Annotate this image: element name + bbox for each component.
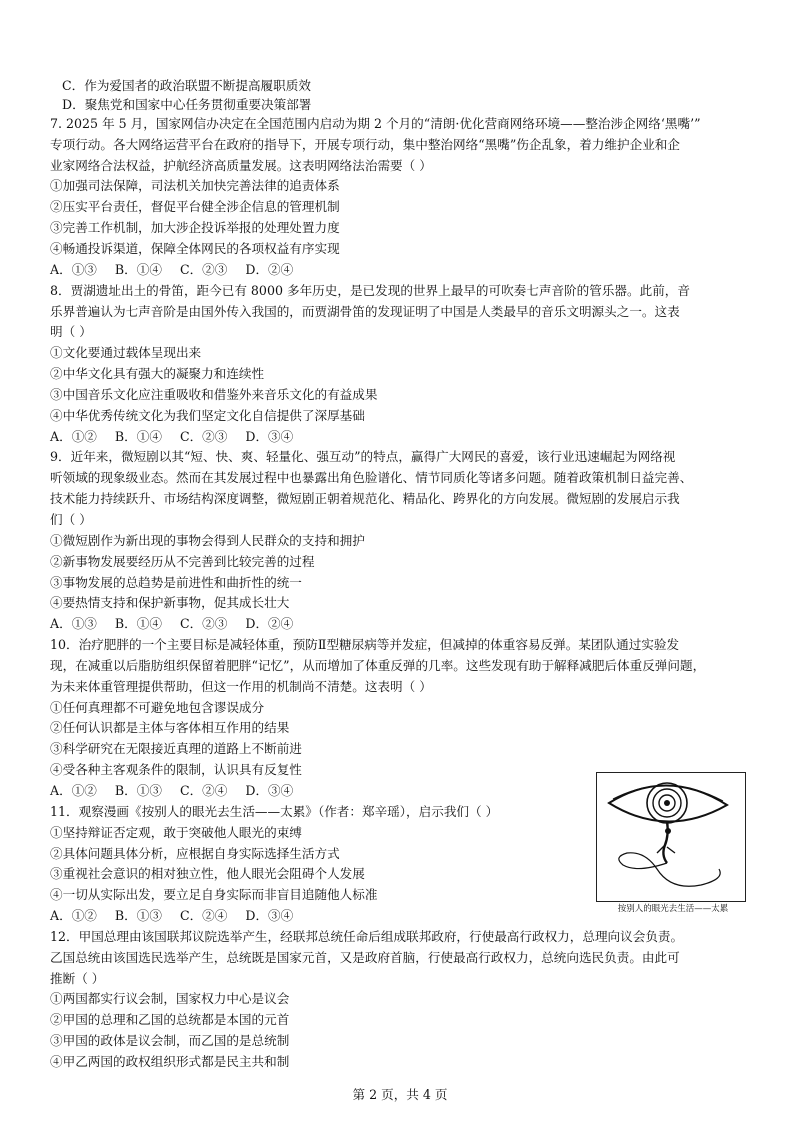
- q10-option-c[interactable]: C．②④: [179, 782, 228, 798]
- q9-stem-line: 们（ ）: [50, 511, 92, 527]
- q10-item: ①任何真理都不可避免地包含谬误成分: [50, 699, 265, 715]
- q10-options: [50, 781, 311, 801]
- page-footer: 第 2 页，共 4 页: [352, 1087, 448, 1102]
- q11-item: ③重视社会意识的相对独立性，他人眼光会阻碍个人发展: [50, 866, 365, 882]
- q12-stem-line: 乙国总统由该国选民选举产生，总统既是国家元首，又是政府首脑，行使最高行政权力，总统向选民负责。由此可: [50, 949, 680, 965]
- q7-option-d[interactable]: D．②④: [245, 261, 294, 277]
- q7-item: ②压实平台责任，督促平台健全涉企信息的管理机制: [50, 199, 340, 215]
- q7-item: ④畅通投诉渠道，保障全体网民的各项权益有序实现: [50, 240, 340, 256]
- q7-stem-line: 业家网络合法权益，护航经济高质量发展。这表明网络法治需要（ ）: [50, 157, 432, 173]
- q8-item: ③中国音乐文化应注重吸收和借鉴外来音乐文化的有益成果: [50, 386, 378, 402]
- q9-options: [50, 614, 311, 634]
- q11-option-b[interactable]: B．①③: [114, 908, 162, 924]
- q10-item: ③科学研究在无限接近真理的道路上不断前进: [50, 741, 302, 757]
- q8-stem-line: 明（ ）: [50, 324, 92, 340]
- q8-item: ④中华优秀传统文化为我们坚定文化自信提供了深厚基础: [50, 407, 365, 423]
- q8-item: ②中华文化具有强大的凝聚力和连续性: [50, 366, 265, 382]
- q12-item: ①两国都实行议会制，国家权力中心是议会: [50, 991, 290, 1007]
- q10-item: ②任何认识都是主体与客体相互作用的结果: [50, 720, 290, 736]
- q8-option-c[interactable]: C．②③: [179, 428, 228, 444]
- cartoon-image: [596, 772, 746, 902]
- q9-item: ④要热情支持和保护新事物，促其成长壮大: [50, 595, 290, 611]
- q10-option-b[interactable]: B．①③: [114, 782, 162, 798]
- q11-option-d[interactable]: D．③④: [245, 908, 294, 924]
- q10-stem-line: 为未来体重管理提供帮助，但这一作用的机制尚不清楚。这表明（ ）: [50, 678, 432, 694]
- prev-option-c: C．作为爱国者的政治联盟不断提高履职质效: [62, 78, 311, 93]
- q7-stem-line: 7. 2025 年 5 月，国家网信办决定在全国范围内启动为期 2 个月的“清朗·优化营商网络环境——整治涉企网络‘黑嘴’”: [50, 115, 701, 131]
- q11-option-c[interactable]: C．②④: [179, 908, 228, 924]
- q12-item: ②甲国的总理和乙国的总统都是本国的元首: [50, 1012, 290, 1028]
- q12-stem-line: 推断（ ）: [50, 970, 105, 986]
- q9-option-a[interactable]: A．①③: [50, 616, 97, 632]
- q11-item: ①坚持辩证否定观，敢于突破他人眼光的束缚: [50, 824, 302, 840]
- q7-options: [50, 260, 311, 280]
- q12-stem-line: 12．甲国总理由该国联邦议院选举产生，经联邦总统任命后组成联邦政府，行使最高行政权力，总理向议会负责。: [50, 928, 684, 944]
- q9-option-c[interactable]: C．②③: [179, 616, 228, 632]
- q8-option-a[interactable]: A．①②: [50, 428, 97, 444]
- q7-item: ③完善工作机制，加大涉企投诉举报的处理处置力度: [50, 220, 340, 236]
- q9-option-b[interactable]: B．①④: [114, 616, 162, 632]
- q9-stem-line: 技术能力持续跃升、市场结构深度调整，微短剧正朝着规范化、精品化、跨界化的方向发展。微短剧的发展启示我: [50, 491, 680, 507]
- q7-option-b[interactable]: B．①④: [114, 261, 162, 277]
- q8-options: [50, 427, 311, 447]
- q10-option-a[interactable]: A．①②: [50, 782, 97, 798]
- q9-stem-line: 听领域的现象级业态。然而在其发展过程中也暴露出角色脸谱化、情节同质化等诸多问题。随着政策机制日益完善、: [50, 470, 693, 486]
- q12-item: ④甲乙两国的政权组织形式都是民主共和制: [50, 1054, 290, 1069]
- cartoon-caption: 按别人的眼光去生活——太累: [617, 904, 729, 914]
- q11-stem-line: 11．观察漫画《按别人的眼光去生活——太累》（作者：郑辛瑶），启示我们（ ）: [50, 803, 499, 819]
- q11-options: [50, 906, 311, 926]
- q9-item: ③事物发展的总趋势是前进性和曲折性的统一: [50, 574, 302, 590]
- q9-stem-line: 9．近年来，微短剧以其“短、快、爽、轻量化、强互动”的特点，赢得广大网民的喜爱，该行业迅速崛起为网络视: [50, 449, 676, 465]
- q10-item: ④受各种主客观条件的限制，认识具有反复性: [50, 762, 302, 778]
- prev-option-d: D．聚焦党和国家中心任务贯彻重要决策部署: [62, 96, 312, 112]
- q7-option-a[interactable]: A．①③: [50, 261, 97, 277]
- q9-item: ①微短剧作为新出现的事物会得到人民群众的支持和拥护: [50, 532, 365, 548]
- q10-stem-line: 现，在减重以后脂肪组织保留着肥胖“记忆”，从而增加了体重反弹的几率。这些发现有助于解释减肥后体重反弹问题，: [50, 657, 706, 673]
- q11-option-a[interactable]: A．①②: [50, 908, 97, 924]
- eye-cartoon-illustration: [597, 773, 745, 901]
- q8-stem-line: 乐界普遍认为七声音阶是由国外传入我国的，而贾湖骨笛的发现证明了中国是人类最早的音乐文明源头之一。这表: [50, 303, 680, 319]
- q11-item: ④一切从实际出发，要立足自身实际而非盲目追随他人标准: [50, 887, 378, 903]
- q9-option-d[interactable]: D．②④: [245, 616, 294, 632]
- q7-option-c[interactable]: C．②③: [179, 261, 228, 277]
- q8-option-b[interactable]: B．①④: [114, 428, 162, 444]
- q12-item: ③甲国的政体是议会制，而乙国的是总统制: [50, 1033, 290, 1049]
- q10-option-d[interactable]: D．③④: [245, 782, 294, 798]
- q8-stem-line: 8．贾湖遗址出土的骨笛，距今已有 8000 多年历史，是已发现的世界上最早的可吹奏七声音阶的管乐器。此前，音: [50, 282, 690, 298]
- q7-stem-line: 专项行动。各大网络运营平台在政府的指导下，开展专项行动，集中整治网络“黑嘴”伤企乱象，着力维护企业和企: [50, 136, 680, 152]
- q7-item: ①加强司法保障，司法机关加快完善法律的追责体系: [50, 178, 340, 194]
- q8-item: ①文化要通过载体呈现出来: [50, 345, 202, 361]
- q9-item: ②新事物发展要经历从不完善到比较完善的过程: [50, 553, 315, 569]
- q11-item: ②具体问题具体分析，应根据自身实际选择生活方式: [50, 845, 340, 861]
- q8-option-d[interactable]: D．③④: [245, 428, 294, 444]
- q10-stem-line: 10．治疗肥胖的一个主要目标是减轻体重，预防Ⅱ型糖尿病等并发症，但减掉的体重容易反弹。某团队通过实验发: [50, 637, 680, 653]
